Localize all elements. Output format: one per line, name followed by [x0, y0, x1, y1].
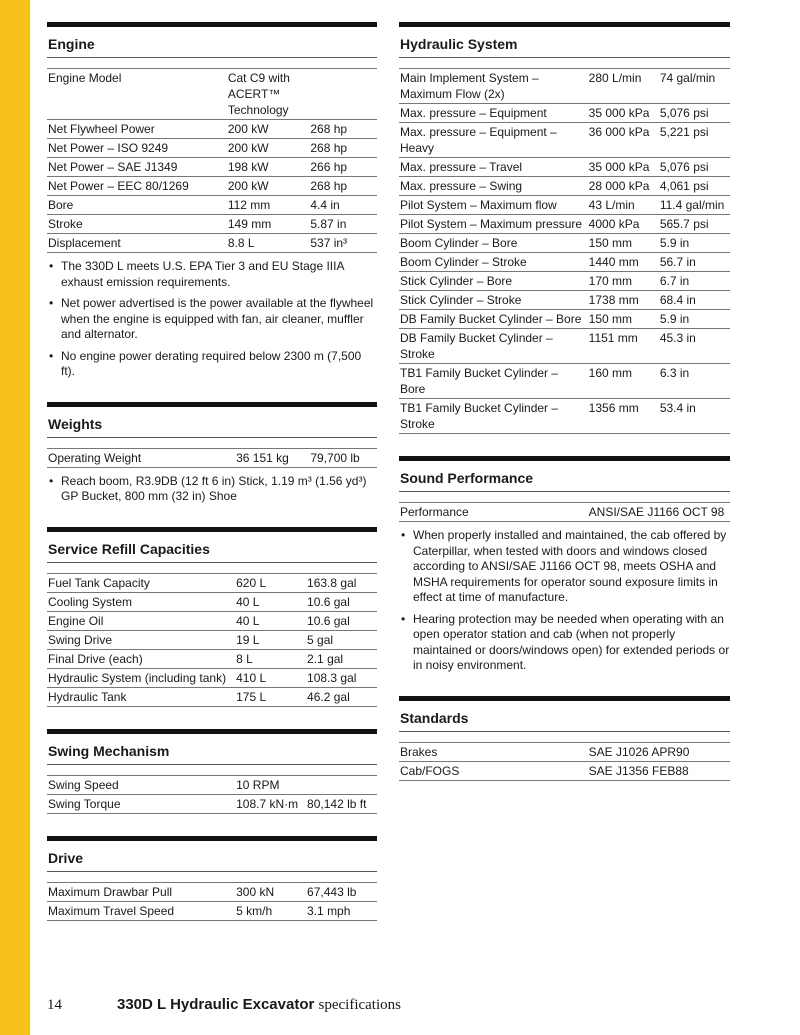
spec-value-metric: 5 km/h: [235, 901, 306, 920]
spec-value-metric: SAE J1026 APR90: [588, 742, 730, 761]
note-item: • No engine power derating required below 2300 m (7,500 ft).: [47, 349, 377, 380]
table-row: [47, 882, 377, 901]
spec-table-hydraulic-system: [399, 68, 730, 434]
table-row: [399, 234, 730, 253]
spec-label: Operating Weight: [47, 448, 235, 467]
spec-value-metric: 200 kW: [227, 120, 310, 139]
spec-label: Pilot System – Maximum flow: [399, 196, 588, 215]
table-row: [47, 630, 377, 649]
spec-table-weights: [47, 448, 377, 468]
spec-label: Engine Oil: [47, 611, 235, 630]
spec-label: Stick Cylinder – Bore: [399, 272, 588, 291]
spec-label: Performance: [399, 503, 588, 522]
spec-value-imperial: 79,700 lb: [309, 448, 377, 467]
spec-label: Bore: [47, 196, 227, 215]
spec-value-metric: ANSI/SAE J1166 OCT 98: [588, 503, 730, 522]
table-row: [399, 69, 730, 104]
spec-table-standards: [399, 742, 730, 781]
spec-value-imperial: 11.4 gal/min: [659, 196, 730, 215]
notes-list-engine: [47, 259, 377, 380]
spec-label: Cab/FOGS: [399, 761, 588, 780]
section-service-refill: [47, 527, 377, 707]
spec-value-metric: 112 mm: [227, 196, 310, 215]
spec-value-imperial: 268 hp: [309, 177, 377, 196]
spec-value-imperial: 5 gal: [306, 630, 377, 649]
spec-value-metric: 300 kN: [235, 882, 306, 901]
table-row: [399, 123, 730, 158]
spec-value-imperial: 6.7 in: [659, 272, 730, 291]
spec-value-metric: 200 kW: [227, 139, 310, 158]
table-row: [399, 291, 730, 310]
section-hydraulic-system: [399, 22, 730, 434]
table-row: [47, 573, 377, 592]
spec-value-metric: 620 L: [235, 573, 306, 592]
note-item: • The 330D L meets U.S. EPA Tier 3 and EU Stage IIIA exhaust emission requirements.: [47, 259, 377, 290]
spec-value-metric: 10 RPM: [235, 775, 306, 794]
spec-value-metric: 40 L: [235, 611, 306, 630]
table-row: [47, 69, 377, 120]
note-item: • Hearing protection may be needed when operating with an open operator station and cab (when not properly maintained or doors/windows open) for extended periods or in noisy environment.: [399, 612, 730, 674]
spec-label: Maximum Travel Speed: [47, 901, 235, 920]
spec-value-imperial: 5.9 in: [659, 310, 730, 329]
spec-value-metric: 28 000 kPa: [588, 177, 659, 196]
spec-value-imperial: 5.9 in: [659, 234, 730, 253]
spec-table-sound-performance: [399, 502, 730, 522]
spec-label: Max. pressure – Travel: [399, 158, 588, 177]
spec-value-imperial: [306, 775, 377, 794]
spec-value-imperial: 108.3 gal: [306, 668, 377, 687]
table-row: [399, 399, 730, 434]
table-row: [47, 448, 377, 467]
section-standards: [399, 696, 730, 781]
spec-label: Boom Cylinder – Stroke: [399, 253, 588, 272]
table-row: [399, 215, 730, 234]
table-row: [399, 742, 730, 761]
spec-value-metric: 170 mm: [588, 272, 659, 291]
spec-table-swing-mechanism: [47, 775, 377, 814]
spec-value-metric: 200 kW: [227, 177, 310, 196]
spec-label: Displacement: [47, 234, 227, 253]
section-title-sound-performance: Sound Performance: [399, 456, 730, 492]
spec-label: Hydraulic System (including tank): [47, 668, 235, 687]
section-title-service-refill: Service Refill Capacities: [47, 527, 377, 563]
spec-label: TB1 Family Bucket Cylinder – Stroke: [399, 399, 588, 434]
section-sound-performance: [399, 456, 730, 674]
spec-label: Final Drive (each): [47, 649, 235, 668]
spec-value-imperial: 68.4 in: [659, 291, 730, 310]
spec-value-imperial: [309, 69, 377, 120]
table-row: [399, 364, 730, 399]
table-row: [399, 253, 730, 272]
spec-value-imperial: 5,221 psi: [659, 123, 730, 158]
footer-model: 330D L Hydraulic Excavator: [117, 996, 315, 1013]
spec-value-metric: 35 000 kPa: [588, 104, 659, 123]
section-title-swing-mechanism: Swing Mechanism: [47, 729, 377, 765]
spec-label: DB Family Bucket Cylinder – Bore: [399, 310, 588, 329]
spec-label: Net Flywheel Power: [47, 120, 227, 139]
spec-value-metric: 43 L/min: [588, 196, 659, 215]
table-row: [47, 234, 377, 253]
spec-value-imperial: 5,076 psi: [659, 104, 730, 123]
table-row: [47, 592, 377, 611]
spec-value-imperial: 53.4 in: [659, 399, 730, 434]
spec-value-metric: 160 mm: [588, 364, 659, 399]
spec-label: Net Power – EEC 80/1269: [47, 177, 227, 196]
section-swing-mechanism: [47, 729, 377, 814]
spec-value-imperial: 5,076 psi: [659, 158, 730, 177]
table-row: [47, 177, 377, 196]
spec-label: Swing Drive: [47, 630, 235, 649]
spec-value-imperial: 3.1 mph: [306, 901, 377, 920]
table-row: [47, 687, 377, 706]
left-column: [47, 22, 377, 943]
spec-label: Cooling System: [47, 592, 235, 611]
section-drive: [47, 836, 377, 921]
spec-label: Stick Cylinder – Stroke: [399, 291, 588, 310]
spec-label: Engine Model: [47, 69, 227, 120]
notes-list-weights: [47, 474, 377, 505]
spec-table-engine: [47, 68, 377, 253]
spec-value-imperial: 10.6 gal: [306, 611, 377, 630]
spec-value-metric: 149 mm: [227, 215, 310, 234]
table-row: [399, 104, 730, 123]
spec-value-imperial: 80,142 lb ft: [306, 794, 377, 813]
spec-value-imperial: 163.8 gal: [306, 573, 377, 592]
spec-value-metric: 1738 mm: [588, 291, 659, 310]
table-row: [399, 310, 730, 329]
spec-value-metric: 35 000 kPa: [588, 158, 659, 177]
spec-value-imperial: 4.4 in: [309, 196, 377, 215]
table-row: [399, 196, 730, 215]
table-row: [47, 120, 377, 139]
table-row: [399, 761, 730, 780]
note-item: • Net power advertised is the power available at the flywheel when the engine is equipped with fan, air cleaner, muffler and alternator.: [47, 296, 377, 343]
spec-value-metric: 150 mm: [588, 310, 659, 329]
spec-value-imperial: 46.2 gal: [306, 687, 377, 706]
table-row: [47, 158, 377, 177]
spec-value-imperial: 74 gal/min: [659, 69, 730, 104]
spec-value-imperial: 268 hp: [309, 139, 377, 158]
spec-value-imperial: 266 hp: [309, 158, 377, 177]
spec-value-metric: 4000 kPa: [588, 215, 659, 234]
spec-value-metric: 150 mm: [588, 234, 659, 253]
section-title-weights: Weights: [47, 402, 377, 438]
spec-label: Maximum Drawbar Pull: [47, 882, 235, 901]
section-title-drive: Drive: [47, 836, 377, 872]
spec-value-metric: 36 151 kg: [235, 448, 309, 467]
table-row: [47, 901, 377, 920]
spec-table-drive: [47, 882, 377, 921]
spec-value-metric: 410 L: [235, 668, 306, 687]
section-title-hydraulic-system: Hydraulic System: [399, 22, 730, 58]
note-item: • When properly installed and maintained, the cab offered by Caterpillar, when tested with doors and windows closed according to ANSI/SAE J1166 OCT 98, meets OSHA and MSHA requirements for operator sound exposure limits in effect at time of manufacture.: [399, 528, 730, 606]
section-title-standards: Standards: [399, 696, 730, 732]
table-row: [47, 215, 377, 234]
spec-value-imperial: 537 in³: [309, 234, 377, 253]
spec-label: Boom Cylinder – Bore: [399, 234, 588, 253]
spec-label: Fuel Tank Capacity: [47, 573, 235, 592]
spec-value-metric: 280 L/min: [588, 69, 659, 104]
table-row: [47, 649, 377, 668]
spec-value-metric: 198 kW: [227, 158, 310, 177]
spec-value-metric: 108.7 kN·m: [235, 794, 306, 813]
spec-table-service-refill: [47, 573, 377, 707]
page-footer: [47, 996, 747, 1014]
spec-value-metric: 19 L: [235, 630, 306, 649]
spec-label: Stroke: [47, 215, 227, 234]
spec-value-imperial: 56.7 in: [659, 253, 730, 272]
spec-value-metric: 1151 mm: [588, 329, 659, 364]
page-number: 14: [47, 997, 62, 1013]
table-row: [47, 139, 377, 158]
section-engine: [47, 22, 377, 380]
spec-value-metric: SAE J1356 FEB88: [588, 761, 730, 780]
spec-value-imperial: 45.3 in: [659, 329, 730, 364]
table-row: [47, 794, 377, 813]
yellow-margin-bar: [0, 0, 30, 1035]
spec-value-metric: 36 000 kPa: [588, 123, 659, 158]
table-row: [399, 503, 730, 522]
table-row: [47, 775, 377, 794]
spec-label: Swing Speed: [47, 775, 235, 794]
table-row: [47, 196, 377, 215]
table-row: [47, 611, 377, 630]
note-item: • Reach boom, R3.9DB (12 ft 6 in) Stick, 1.19 m³ (1.56 yd³) GP Bucket, 800 mm (32 in) Shoe: [47, 474, 377, 505]
spec-value-imperial: 67,443 lb: [306, 882, 377, 901]
footer-suffix: specifications: [318, 997, 401, 1013]
table-row: [399, 329, 730, 364]
spec-value-metric: Cat C9 with ACERT™ Technology: [227, 69, 310, 120]
spec-label: Pilot System – Maximum pressure: [399, 215, 588, 234]
section-weights: [47, 402, 377, 505]
spec-label: Max. pressure – Equipment – Heavy: [399, 123, 588, 158]
spec-value-metric: 1440 mm: [588, 253, 659, 272]
right-column: [399, 22, 730, 803]
table-row: [399, 272, 730, 291]
spec-label: Max. pressure – Swing: [399, 177, 588, 196]
spec-label: Net Power – SAE J1349: [47, 158, 227, 177]
section-title-engine: Engine: [47, 22, 377, 58]
spec-label: Hydraulic Tank: [47, 687, 235, 706]
table-row: [47, 668, 377, 687]
spec-value-imperial: 5.87 in: [309, 215, 377, 234]
spec-value-metric: 8 L: [235, 649, 306, 668]
spec-label: Max. pressure – Equipment: [399, 104, 588, 123]
spec-label: Main Implement System – Maximum Flow (2x): [399, 69, 588, 104]
spec-value-imperial: 2.1 gal: [306, 649, 377, 668]
spec-value-metric: 40 L: [235, 592, 306, 611]
spec-value-metric: 8.8 L: [227, 234, 310, 253]
table-row: [399, 177, 730, 196]
spec-value-imperial: 565.7 psi: [659, 215, 730, 234]
spec-label: DB Family Bucket Cylinder – Stroke: [399, 329, 588, 364]
spec-label: Net Power – ISO 9249: [47, 139, 227, 158]
spec-value-imperial: 268 hp: [309, 120, 377, 139]
spec-value-imperial: 10.6 gal: [306, 592, 377, 611]
table-row: [399, 158, 730, 177]
notes-list-sound-performance: [399, 528, 730, 674]
spec-value-imperial: 6.3 in: [659, 364, 730, 399]
spec-label: Swing Torque: [47, 794, 235, 813]
spec-value-metric: 175 L: [235, 687, 306, 706]
spec-value-metric: 1356 mm: [588, 399, 659, 434]
spec-label: Brakes: [399, 742, 588, 761]
spec-value-imperial: 4,061 psi: [659, 177, 730, 196]
spec-label: TB1 Family Bucket Cylinder – Bore: [399, 364, 588, 399]
